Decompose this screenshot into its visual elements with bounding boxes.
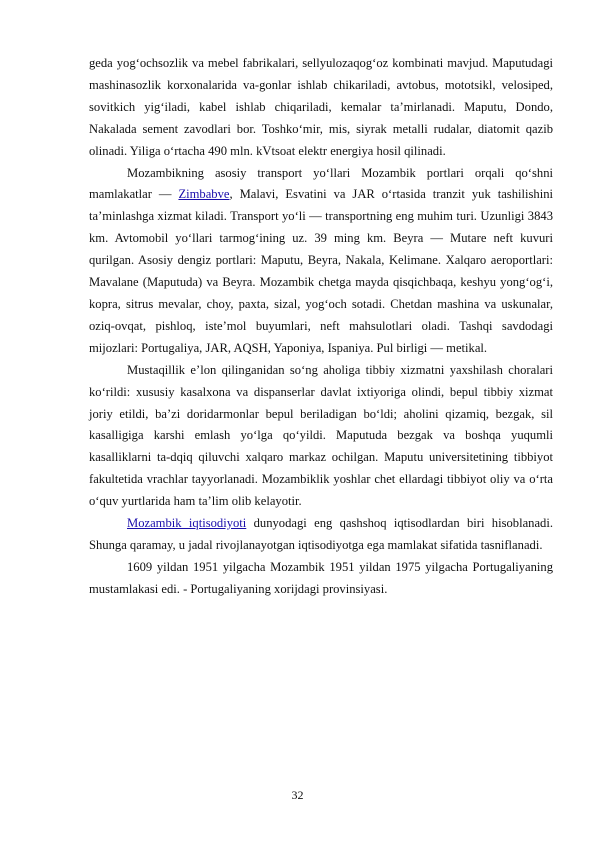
paragraph-text: Mozambikning asosiy transport yo‘llari Mozambik portlari orqali qo‘shni mamlakatlar — <box>89 165 553 202</box>
paragraph-text: Mustaqillik e’lon qilinganidan so‘ng aholiga tibbiy xizmatni yaxshilash choralari ko‘rildi: xususiy kasalxona va dispanserlar davlat ixtiyoriga olindi, bepul tibbiy xizmat joriy etildi, ba’zi doridarmonlar bepul beriladigan bo‘ldi; aholini qizamiq, bezgak, sil kasalligiga karshi emlash yo‘lga qo‘yildi. Maputuda bezgak va boshqa yuqumli kasalliklarni ta-dqiq qiluvchi xalqaro markaz ochilgan. Maputu universitetining tibbiyot fakultetida vrachlar tayyorlanadi. Mozambiklik yoshlar chet ellardagi tibbiyot oliy va o‘rta o‘quv yurtlarida ham ta’lim olib kelayotir. <box>89 362 553 509</box>
paragraph-health <box>89 360 553 513</box>
paragraph-text: 1609 yildan 1951 yilgacha Mozambik 1951 yildan 1975 yilgacha Portugaliyaning mustamlakasi edi. - Portugaliyaning xorijdagi provinsiyasi. <box>89 559 553 596</box>
zimbabve-link[interactable]: Zimbabve <box>178 187 230 202</box>
paragraph-industry <box>89 53 553 163</box>
page-number: 32 <box>291 788 304 802</box>
economy-link[interactable]: Mozambik iqtisodiyoti <box>127 516 247 531</box>
paragraph-text: dunyodagi eng qashshoq iqtisodlardan biri hisoblanadi. Shunga qaramay, u jadal rivojlanayotgan iqtisodiyotga ega mamlakat sifatida tasniflanadi. <box>89 516 553 552</box>
paragraph-text: , Malavi, Esvatini va JAR o‘rtasida tranzit yuk tashilishini ta’minlashga xizmat kiladi. Transport yo‘li — transportning eng muhim turi. Uzunligi 3843 km. Avtomobil yo‘llari tarmog‘ining uz. 39 ming km. Beyra — Mutare neft kuvuri qurilgan. Asosiy dengiz portlari: Maputu, Beyra, Nakala, Kelimane. Xalqaro aeroportlari: Mavalane (Maputuda) va Beyra. Mozambik chetga mayda qisqichbaqa, keshyu yong‘og‘i, kopra, sitrus mevalar, choy, paxta, sizal, yog‘och sotadi. Chetdan mashina va uskunalar, oziq-ovqat, pishloq, iste’mol buyumlari, neft mahsulotlari oladi. Tashqi savdodagi mijozlari: Portugaliya, JAR, AQSH, Yaponiya, Ispaniya. Pul birligi — metikal. <box>89 187 553 355</box>
paragraph-transport <box>89 163 553 360</box>
paragraph-economy <box>89 513 553 557</box>
document-body <box>89 53 553 601</box>
paragraph-history <box>89 557 553 601</box>
paragraph-text: geda yog‘ochsozlik va mebel fabrikalari, sellyulozaqog‘oz kombinati mavjud. Maputudagi mashinasozlik korxonalarida va-gonlar ishlab chikariladi, avtobus, mototsikl, velosiped, sovitkich yig‘iladi, kabel ishlab chiqariladi, kemalar ta’mirlanadi. Maputu, Dondo, Nakalada sement zavodlari bor. Toshko‘mir, mis, siyrak metalli rudalar, diatomit qazib olinadi. Yiliga o‘rtacha 490 mln. kVtsoat elektr energiya hosil qilinadi. <box>89 56 553 158</box>
